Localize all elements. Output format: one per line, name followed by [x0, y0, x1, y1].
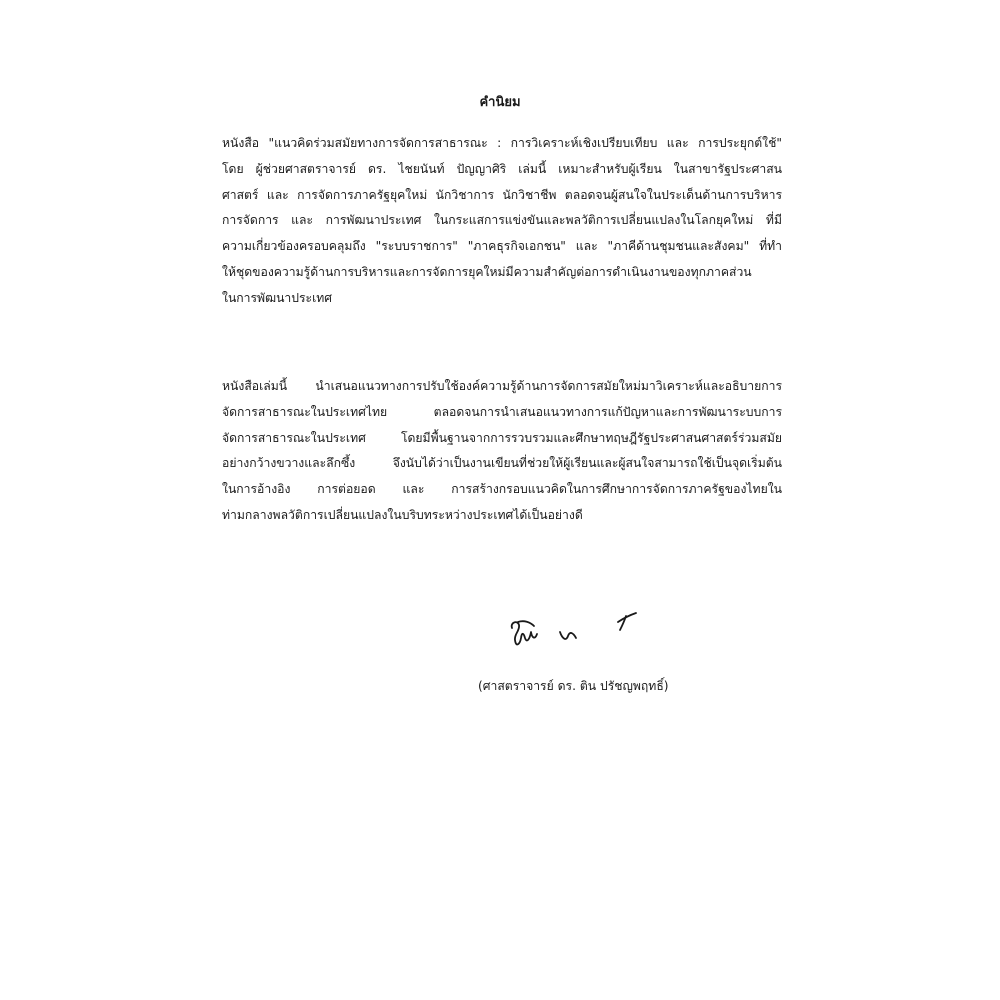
- paragraph-line: หนังสือ "แนวคิดร่วมสมัยทางการจัดการสาธารณะ : การวิเคราะห์เชิงเปรียบเทียบ และ การประยุกต์ใช้": [222, 136, 782, 150]
- foreword-paragraph-1: [222, 131, 782, 312]
- paragraph-line: หนังสือเล่มนี้ นำเสนอแนวทางการปรับใช้องค์ความรู้ด้านการจัดการสมัยใหม่มาวิเคราะห์และอธิบายการ: [222, 379, 782, 393]
- handwritten-signature: [500, 598, 660, 658]
- paragraph-line: โดย ผู้ช่วยศาสตราจารย์ ดร. ไชยนันท์ ปัญญาศิริ เล่มนี้ เหมาะสำหรับผู้เรียน ในสาขารัฐประศาสน: [222, 161, 782, 176]
- paragraph-line: ความเกี่ยวข้องครอบคลุมถึง "ระบบราชการ" "ภาคธุรกิจเอกชน" และ "ภาคีด้านชุมชนและสังคม" ที่ทำ: [222, 239, 782, 254]
- paragraph-line: การจัดการ และ การพัฒนาประเทศ ในกระแสการแข่งขันและพลวัติการเปลี่ยนแปลงในโลกยุคใหม่ ที่มี: [222, 213, 782, 228]
- paragraph-line: อย่างกว้างขวางและลึกซึ้ง จึงนับได้ว่าเป็นงานเขียนที่ช่วยให้ผู้เรียนและผู้สนใจสามารถใช้เป็นจุดเริ่มต้น: [222, 456, 782, 471]
- page-title: คำนิยม: [479, 95, 521, 110]
- paragraph-line: ศาสตร์ และ การจัดการภาครัฐยุคใหม่ นักวิชาการ นักวิชาชีพ ตลอดจนผู้สนใจในประเด็นด้านการบริหาร: [222, 187, 782, 202]
- foreword-paragraph-2: [222, 374, 782, 529]
- paragraph-line: จัดการสาธารณะในประเทศไทย ตลอดจนการนำเสนอแนวทางการแก้ปัญหาและการพัฒนาระบบการ: [222, 404, 782, 419]
- paragraph-line: ในการพัฒนาประเทศ: [222, 290, 333, 305]
- signer-name: (ศาสตราจารย์ ดร. ติน ปรัชญพฤทธิ์): [478, 679, 669, 693]
- paragraph-line: จัดการสาธารณะในประเทศ โดยมีพื้นฐานจากการรวบรวมและศึกษาทฤษฎีรัฐประศาสนศาสตร์ร่วมสมัย: [222, 430, 782, 445]
- paragraph-line: ในการอ้างอิง การต่อยอด และ การสร้างกรอบแนวคิดในการศึกษาการจัดการภาครัฐของไทยใน: [222, 482, 782, 497]
- paragraph-line: ท่ามกลางพลวัติการเปลี่ยนแปลงในบริบทระหว่างประเทศได้เป็นอย่างดี: [222, 507, 583, 522]
- paragraph-line: ให้ชุดของความรู้ด้านการบริหารและการจัดการยุคใหม่มีความสำคัญต่อการดำเนินงานของทุกภาคส่วน: [222, 264, 752, 279]
